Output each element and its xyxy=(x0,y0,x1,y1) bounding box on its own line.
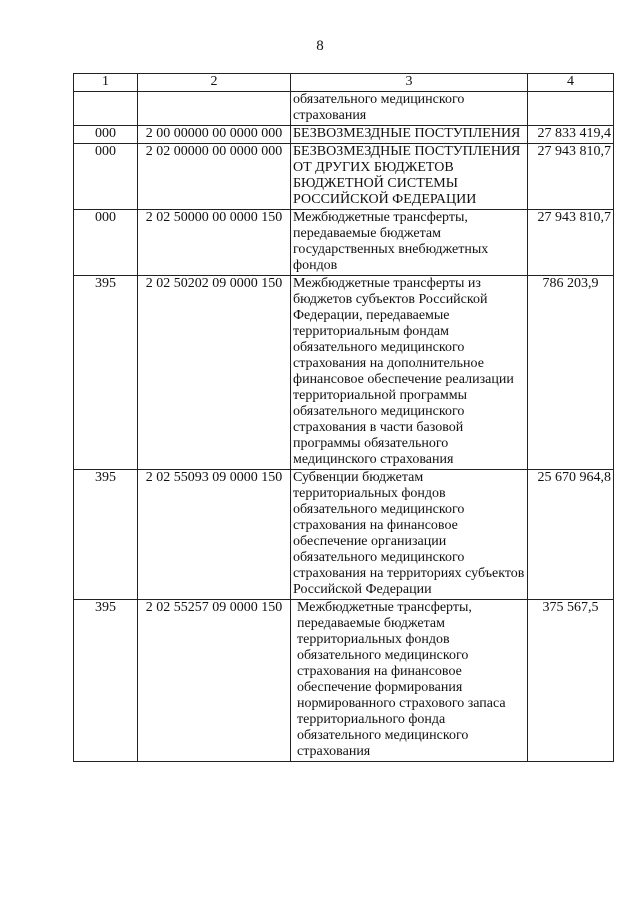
row-amount: 27 833 419,4 xyxy=(528,126,614,144)
row-kbk xyxy=(138,92,291,126)
table-row xyxy=(74,276,614,470)
header-col-1: 1 xyxy=(74,74,138,92)
header-col-4: 4 xyxy=(528,74,614,92)
table-row xyxy=(74,92,614,126)
row-amount: 375 567,5 xyxy=(528,600,614,762)
row-amount: 27 943 810,7 xyxy=(528,144,614,210)
table-row xyxy=(74,600,614,762)
row-kbk: 2 00 00000 00 0000 000 xyxy=(138,126,291,144)
row-code: 395 xyxy=(74,276,138,470)
budget-table xyxy=(73,73,614,762)
header-col-2: 2 xyxy=(138,74,291,92)
row-code xyxy=(74,92,138,126)
row-kbk: 2 02 55257 09 0000 150 xyxy=(138,600,291,762)
row-name: Межбюджетные трансферты из бюджетов субъектов Российской Федерации, передаваемые территориальным фондам обязательного медицинского страхования на дополнительное финансовое обеспечение реализации территориальной программы обязательного медицинского страхования в части базовой программы обязательного медицинского страхования xyxy=(291,276,528,470)
row-name: БЕЗВОЗМЕЗДНЫЕ ПОСТУПЛЕНИЯ ОТ ДРУГИХ БЮДЖЕТОВ БЮДЖЕТНОЙ СИСТЕМЫ РОССИЙСКОЙ ФЕДЕРАЦИИ xyxy=(291,144,528,210)
table-row xyxy=(74,144,614,210)
row-code: 395 xyxy=(74,470,138,600)
row-code: 000 xyxy=(74,126,138,144)
row-code: 000 xyxy=(74,210,138,276)
row-name: Субвенции бюджетам территориальных фондов обязательного медицинского страхования на финансовое обеспечение организации обязательного медицинского страхования на территориях субъектов Российской Федерации xyxy=(291,470,528,600)
header-col-3: 3 xyxy=(291,74,528,92)
row-kbk: 2 02 00000 00 0000 000 xyxy=(138,144,291,210)
row-code: 395 xyxy=(74,600,138,762)
row-kbk: 2 02 50000 00 0000 150 xyxy=(138,210,291,276)
row-name: Межбюджетные трансферты, передаваемые бюджетам государственных внебюджетных фондов xyxy=(291,210,528,276)
row-amount xyxy=(528,92,614,126)
page-number: 8 xyxy=(316,38,324,54)
row-name: обязательного медицинского страхования xyxy=(291,92,528,126)
row-name: Межбюджетные трансферты, передаваемые бюджетам территориальных фондов обязательного медицинского страхования на финансовое обеспечение формирования нормированного страхового запаса территориального фонда обязательного медицинского страхования xyxy=(291,600,528,762)
row-amount: 786 203,9 xyxy=(528,276,614,470)
row-amount: 25 670 964,8 xyxy=(528,470,614,600)
row-code: 000 xyxy=(74,144,138,210)
row-amount: 27 943 810,7 xyxy=(528,210,614,276)
row-name: БЕЗВОЗМЕЗДНЫЕ ПОСТУПЛЕНИЯ xyxy=(291,126,528,144)
table-row xyxy=(74,210,614,276)
table-header-row xyxy=(74,74,614,92)
row-kbk: 2 02 55093 09 0000 150 xyxy=(138,470,291,600)
table-row xyxy=(74,126,614,144)
row-kbk: 2 02 50202 09 0000 150 xyxy=(138,276,291,470)
table-row xyxy=(74,470,614,600)
